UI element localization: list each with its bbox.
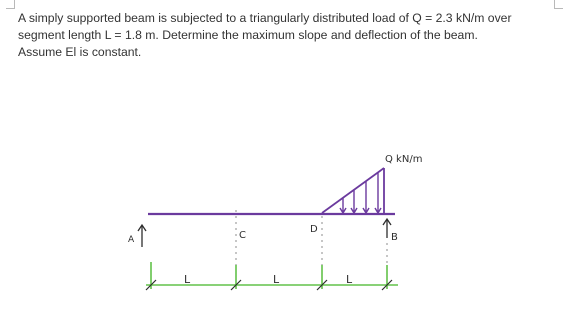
point-b-label: B bbox=[391, 232, 398, 243]
section-dashes bbox=[236, 210, 387, 282]
load-label: Q kN/m bbox=[385, 154, 423, 165]
segment-label-3: L bbox=[346, 273, 353, 286]
problem-line-2: segment length L = 1.8 m. Determine the maximum slope and deflection of the beam. bbox=[18, 28, 478, 42]
problem-line-3: Assume El is constant. bbox=[18, 45, 142, 59]
reaction-arrow-b bbox=[383, 219, 391, 238]
load-hypotenuse bbox=[322, 168, 384, 213]
load-arrows bbox=[340, 173, 381, 213]
triangular-load bbox=[322, 168, 384, 213]
segment-label-1: L bbox=[184, 273, 191, 286]
point-a-label: A bbox=[128, 235, 135, 245]
point-d-label: D bbox=[310, 224, 318, 235]
reaction-arrow-a bbox=[138, 225, 146, 247]
point-c-label: C bbox=[239, 230, 246, 241]
segment-label-2: L bbox=[273, 273, 280, 286]
problem-line-1: A simply supported beam is subjected to a triangularly distributed load of Q = 2.3 kN/m over bbox=[18, 11, 512, 25]
